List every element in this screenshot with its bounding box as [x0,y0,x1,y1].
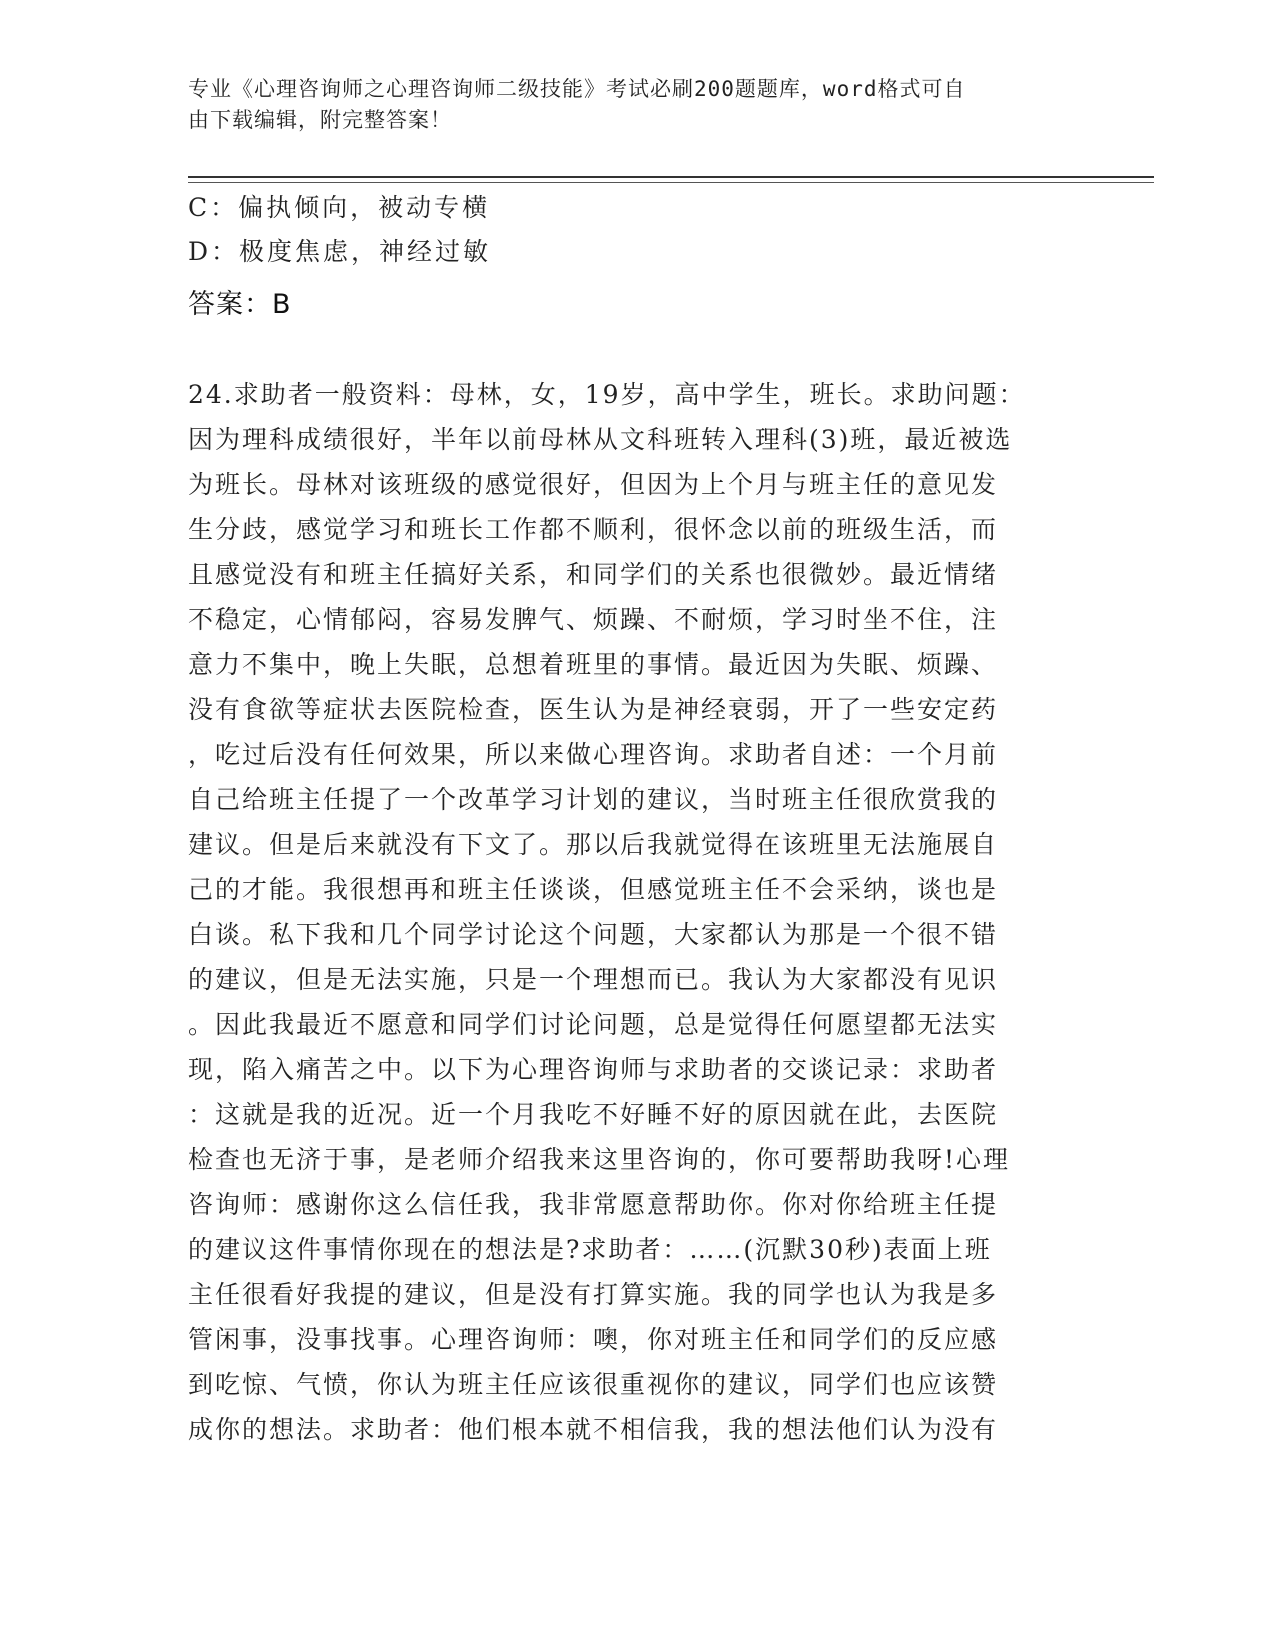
question-line: 现，陷入痛苦之中。以下为心理咨询师与求助者的交谈记录：求助者 [188,1055,999,1084]
question-line: 己的才能。我很想再和班主任谈谈，但感觉班主任不会采纳，谈也是 [188,875,999,904]
question-line: 没有食欲等症状去医院检查，医生认为是神经衰弱，开了一些安定药 [188,695,999,724]
option-c: C：偏执倾向，被动专横 [188,193,491,222]
question-line: 到吃惊、气愤，你认为班主任应该很重视你的建议，同学们也应该赞 [188,1370,999,1399]
question-line: 主任很看好我提的建议，但是没有打算实施。我的同学也认为我是多 [188,1280,999,1309]
question-line: 且感觉没有和班主任搞好关系，和同学们的关系也很微妙。最近情绪 [188,560,999,589]
header-title-line-1: 专业《心理咨询师之心理咨询师二级技能》考试必刷200题题库，word格式可自 [188,77,966,101]
question-line: 的建议这件事情你现在的想法是?求助者：……(沉默30秒)表面上班 [188,1235,992,1264]
question-24 [188,372,1083,1452]
header-title-line-2: 由下载编辑，附完整答案！ [188,108,452,132]
header-divider-thin [188,182,1154,183]
question-line: 成你的想法。求助者：他们根本就不相信我，我的想法他们认为没有 [188,1415,999,1444]
question-line: 意力不集中，晚上失眠，总想着班里的事情。最近因为失眠、烦躁、 [188,650,999,679]
question-line: 生分歧，感觉学习和班长工作都不顺利，很怀念以前的班级生活，而 [188,515,999,544]
question-line: 。因此我最近不愿意和同学们讨论问题，总是觉得任何愿望都无法实 [188,1010,999,1039]
question-line: 管闲事，没事找事。心理咨询师：噢，你对班主任和同学们的反应感 [188,1325,999,1354]
question-line: ，吃过后没有任何效果，所以来做心理咨询。求助者自述：一个月前 [188,740,999,769]
question-line: 白谈。私下我和几个同学讨论这个问题，大家都认为那是一个很不错 [188,920,999,949]
question-line: 自己给班主任提了一个改革学习计划的建议，当时班主任很欣赏我的 [188,785,999,814]
page-header [188,74,1068,136]
question-line: 检查也无济于事，是老师介绍我来这里咨询的，你可要帮助我呀!心理 [188,1145,1011,1174]
question-line: 的建议，但是无法实施，只是一个理想而已。我认为大家都没有见识 [188,965,999,994]
question-line: ：这就是我的近况。近一个月我吃不好睡不好的原因就在此，去医院 [188,1100,999,1129]
question-line: 不稳定，心情郁闷，容易发脾气、烦躁、不耐烦，学习时坐不住，注 [188,605,999,634]
question-line: 咨询师：感谢你这么信任我，我非常愿意帮助你。你对你给班主任提 [188,1190,999,1219]
option-d: D：极度焦虑，神经过敏 [188,237,492,266]
question-line: 建议。但是后来就没有下文了。那以后我就觉得在该班里无法施展自 [188,830,999,859]
answer-text: 答案：B [188,289,292,320]
header-divider-thick [188,176,1154,178]
question-line: 因为理科成绩很好，半年以前母林从文科班转入理科(3)班，最近被选 [188,425,1013,454]
question-line: 24.求助者一般资料：母林，女，19岁，高中学生，班长。求助问题： [188,380,1026,409]
question-line: 为班长。母林对该班级的感觉很好，但因为上个月与班主任的意见发 [188,470,999,499]
